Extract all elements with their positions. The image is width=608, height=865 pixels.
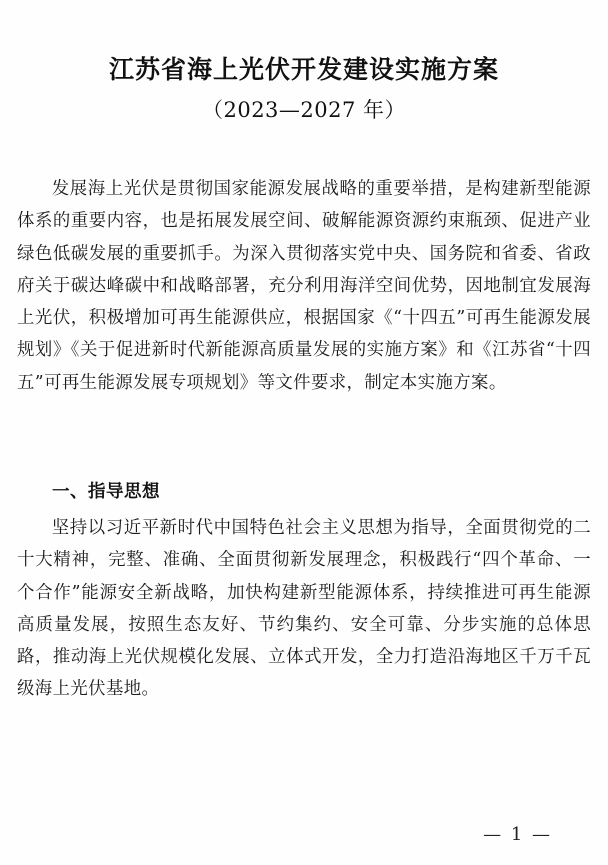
document-subtitle: （2023—2027 年） [201, 98, 407, 122]
page-number: — 1 — [483, 824, 552, 845]
guiding-principles-paragraph: 坚持以习近平新时代中国特色社会主义思想为指导，全面贯彻党的二十大精神，完整、准确、全面贯彻新发展理念，积极践行“四个革命、一个合作”能源安全新战略，加快构建新型能源体系，持续推进可再生能源高质量发展，按照生态友好、节约集约、安全可靠、分步实施的总体思路，推动海上光伏规模化发展、立体式开发，全力打造沿海地区千万千瓦级海上光伏基地。 [17, 518, 591, 700]
intro-paragraph: 发展海上光伏是贯彻国家能源发展战略的重要举措，是构建新型能源体系的重要内容，也是拓展发展空间、破解能源资源约束瓶颈、促进产业绿色低碳发展的重要抓手。为深入贯彻落实党中央、国务院和省委、省政府关于碳达峰碳中和战略部署，充分利用海洋空间优势，因地制宜发展海上光伏，积极增加可再生能源供应，根据国家《“十四五”可再生能源发展规划》《关于促进新时代新能源高质量发展的实施方案》和《江苏省“十四五”可再生能源发展专项规划》等文件要求，制定本实施方案。 [17, 179, 591, 393]
section-heading: 一、指导思想 [52, 482, 160, 502]
document-title: 江苏省海上光伏开发建设实施方案 [108, 55, 499, 84]
